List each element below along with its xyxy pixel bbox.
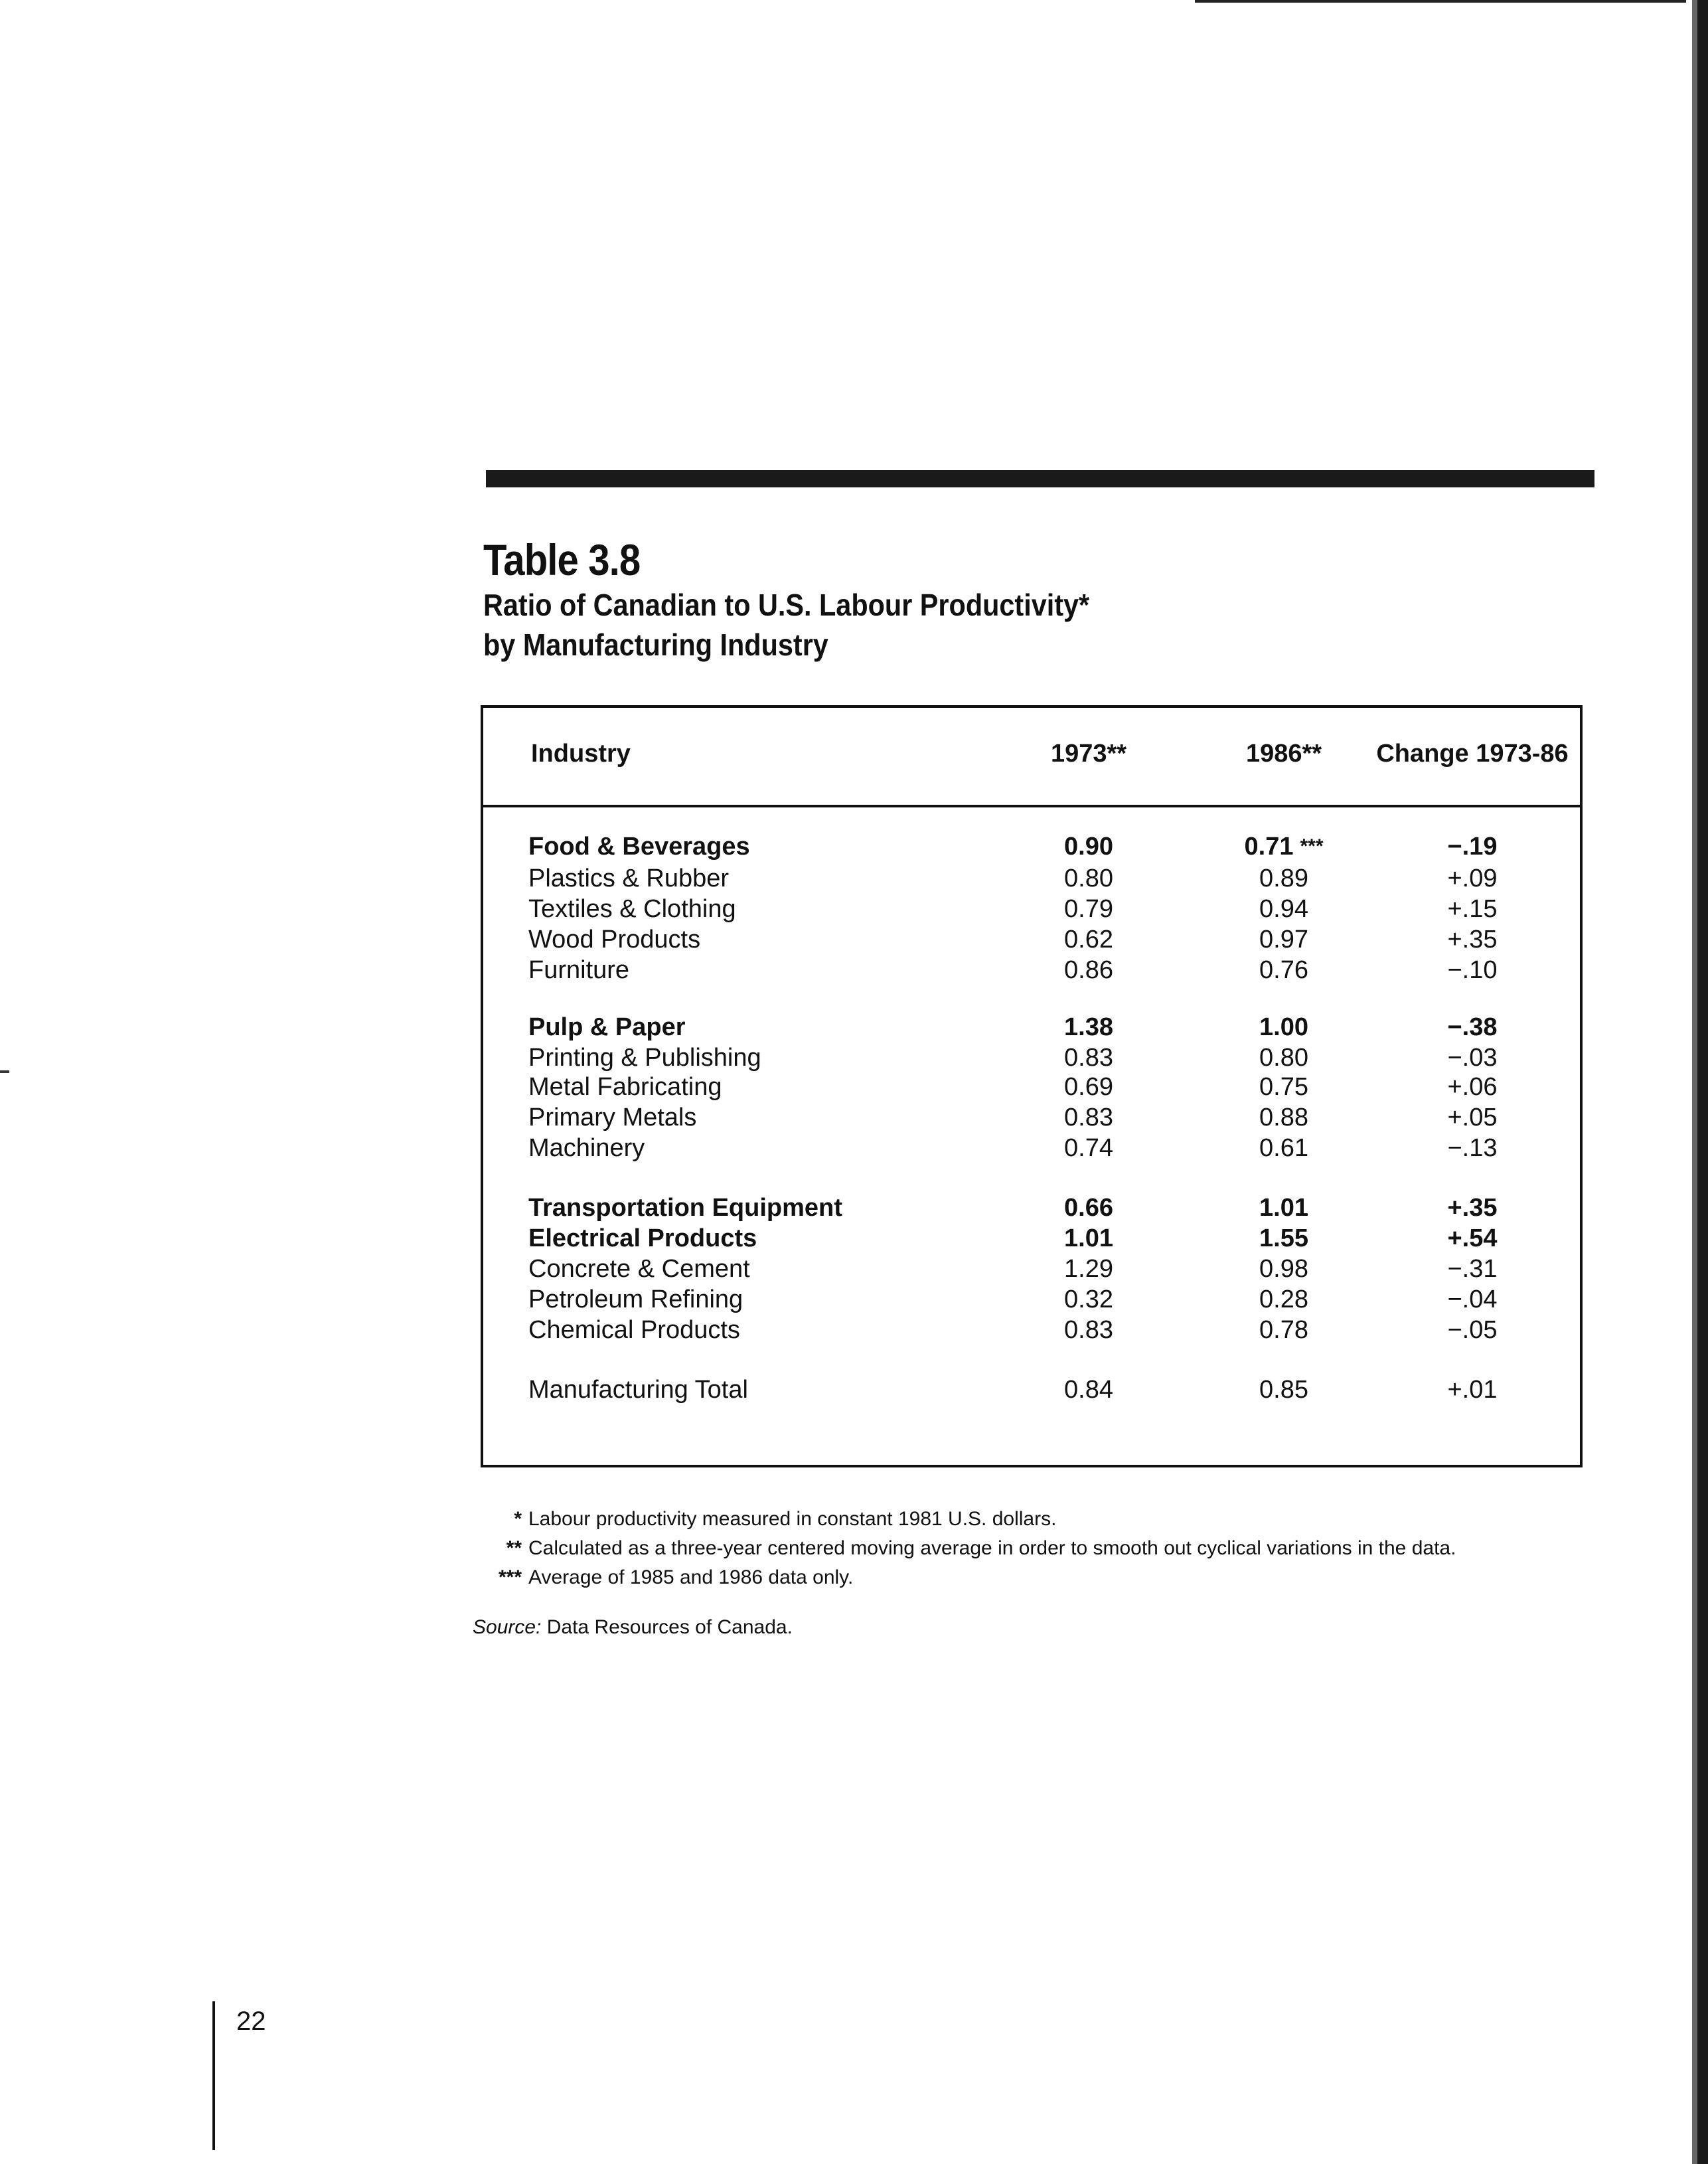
productivity-table [481, 705, 1583, 1467]
footnote [491, 1563, 1456, 1592]
table-row [483, 1284, 1580, 1315]
footnote [491, 1534, 1456, 1563]
table-row [483, 831, 1580, 862]
cell-industry: Wood Products [528, 926, 701, 954]
cell-industry: Pulp & Paper [528, 1013, 686, 1041]
cell-1973: 0.83 [1064, 1104, 1113, 1131]
cell-change: −.13 [1447, 1134, 1498, 1162]
cell-1986 [1231, 1284, 1337, 1315]
header-industry: Industry [531, 740, 631, 768]
cell-1986-value: 0.94 [1259, 895, 1308, 923]
footnote-marker: *** [498, 1566, 522, 1588]
cell-change: −.38 [1447, 1013, 1498, 1041]
cell-1986-value: 0.88 [1259, 1104, 1308, 1131]
cell-1986-value: 0.85 [1259, 1376, 1308, 1404]
cell-1973: 0.83 [1064, 1044, 1113, 1072]
scan-left-mark [0, 1070, 9, 1073]
cell-change: +.15 [1447, 895, 1498, 923]
cell-industry: Petroleum Refining [528, 1286, 743, 1313]
cell-industry: Electrical Products [528, 1224, 757, 1252]
cell-industry: Furniture [528, 956, 630, 984]
cell-1973: 0.62 [1064, 926, 1113, 954]
cell-1986-value: 0.76 [1259, 956, 1308, 984]
cell-change: +.54 [1447, 1224, 1498, 1252]
cell-1986-value: 0.80 [1259, 1044, 1308, 1072]
cell-1973: 0.84 [1064, 1376, 1113, 1404]
cell-1973: 0.66 [1064, 1194, 1113, 1222]
cell-change: +.35 [1447, 1194, 1498, 1222]
scan-right-edge-shadow [1692, 0, 1697, 2164]
cell-1973: 0.83 [1064, 1316, 1113, 1344]
cell-1986-value: 1.00 [1259, 1013, 1308, 1041]
table-title-line-2: by Manufacturing Industry [483, 627, 828, 662]
cell-change: −.19 [1447, 833, 1498, 861]
footnote [491, 1505, 1456, 1534]
cell-1986 [1231, 1193, 1337, 1223]
cell-1973: 0.74 [1064, 1134, 1113, 1162]
cell-industry: Printing & Publishing [528, 1044, 761, 1072]
table-row [483, 1042, 1580, 1073]
cell-change: +.09 [1447, 865, 1498, 892]
cell-1986-value: 0.98 [1259, 1255, 1308, 1283]
cell-1986 [1231, 1133, 1337, 1163]
scan-right-edge [1697, 0, 1708, 2164]
table-row [483, 1223, 1580, 1254]
cell-industry: Metal Fabricating [528, 1073, 722, 1101]
table-row [483, 1102, 1580, 1133]
page-top-rule [1195, 0, 1686, 3]
cell-change: −.10 [1447, 956, 1498, 984]
cell-1986 [1231, 831, 1337, 862]
table-row [483, 1374, 1580, 1405]
cell-1973: 0.86 [1064, 956, 1113, 984]
cell-1973: 0.80 [1064, 865, 1113, 892]
footnote-text: Average of 1985 and 1986 data only. [528, 1566, 854, 1588]
cell-change: +.35 [1447, 926, 1498, 954]
footnote-marker: * [514, 1508, 522, 1530]
cell-change: −.05 [1447, 1316, 1498, 1344]
cell-change: +.05 [1447, 1104, 1498, 1131]
cell-1986-value: 0.75 [1259, 1073, 1308, 1101]
cell-1986 [1231, 894, 1337, 924]
cell-1986 [1231, 1042, 1337, 1073]
cell-1986 [1231, 1102, 1337, 1133]
cell-1986-value: 0.78 [1259, 1316, 1308, 1344]
cell-1986-value: 0.97 [1259, 926, 1308, 954]
table-caption [483, 537, 1157, 663]
page-number: 22 [236, 2007, 266, 2036]
cell-1973: 0.79 [1064, 895, 1113, 923]
footnote-text: Calculated as a three-year centered moving average in order to smooth out cyclical variations in the data. [528, 1537, 1456, 1559]
cell-1986-value: 0.71 [1244, 833, 1294, 861]
table-row [483, 1072, 1580, 1102]
table-title-line-1: Ratio of Canadian to U.S. Labour Productivity* [483, 588, 1090, 622]
cell-1973: 0.90 [1064, 833, 1113, 861]
table-row [483, 1012, 1580, 1042]
cell-1973: 1.01 [1064, 1224, 1113, 1252]
cell-1986-value: 1.55 [1259, 1224, 1308, 1252]
footnotes [491, 1505, 1456, 1592]
cell-1986-value: 0.28 [1259, 1286, 1308, 1313]
cell-change: +.06 [1447, 1073, 1498, 1101]
cell-1986-value: 0.61 [1259, 1134, 1308, 1162]
table-header-rule [483, 805, 1580, 807]
table-row [483, 955, 1580, 985]
source-line [473, 1616, 793, 1639]
cell-1986 [1231, 1254, 1337, 1284]
cell-industry: Textiles & Clothing [528, 895, 736, 923]
cell-1986 [1231, 955, 1337, 985]
table-row [483, 1315, 1580, 1345]
footnote-text: Labour productivity measured in constant 1981 U.S. dollars. [528, 1508, 1057, 1530]
cell-change: −.03 [1447, 1044, 1498, 1072]
cell-1986 [1231, 1374, 1337, 1405]
cell-industry: Manufacturing Total [528, 1376, 748, 1404]
cell-1986 [1231, 1223, 1337, 1254]
cell-industry: Machinery [528, 1134, 645, 1162]
cell-industry: Concrete & Cement [528, 1255, 750, 1283]
footnote-marker: ** [506, 1537, 522, 1559]
cell-1986-value: 1.01 [1259, 1194, 1308, 1222]
header-1986: 1986** [1245, 740, 1322, 768]
table-row [483, 1133, 1580, 1163]
section-header-bar [486, 470, 1594, 487]
table-row [483, 1193, 1580, 1223]
cell-industry: Primary Metals [528, 1104, 697, 1131]
cell-change: −.31 [1447, 1255, 1498, 1283]
cell-industry: Transportation Equipment [528, 1194, 842, 1222]
table-number: Table 3.8 [483, 535, 641, 584]
cell-1986 [1231, 1012, 1337, 1042]
cell-1973: 1.29 [1064, 1255, 1113, 1283]
page-number-rule [212, 2001, 215, 2150]
cell-change: +.01 [1447, 1376, 1498, 1404]
source-label: Source: [473, 1616, 542, 1638]
cell-1986 [1231, 1072, 1337, 1102]
table-row [483, 863, 1580, 894]
cell-1973: 0.32 [1064, 1286, 1113, 1313]
cell-1986-footnote-mark: *** [1300, 835, 1324, 857]
table-row [483, 1254, 1580, 1284]
cell-1986 [1231, 1315, 1337, 1345]
cell-1986 [1231, 924, 1337, 955]
cell-1973: 0.69 [1064, 1073, 1113, 1101]
cell-1973: 1.38 [1064, 1013, 1113, 1041]
header-1973: 1973** [1050, 740, 1127, 768]
cell-industry: Food & Beverages [528, 833, 750, 861]
cell-1986-value: 0.89 [1259, 865, 1308, 892]
source-text: Data Resources of Canada. [546, 1616, 793, 1638]
cell-change: −.04 [1447, 1286, 1498, 1313]
cell-industry: Chemical Products [528, 1316, 740, 1344]
table-row [483, 894, 1580, 924]
table-row [483, 924, 1580, 955]
cell-industry: Plastics & Rubber [528, 865, 730, 892]
cell-1986 [1231, 863, 1337, 894]
header-change: Change 1973-86 [1376, 740, 1569, 768]
